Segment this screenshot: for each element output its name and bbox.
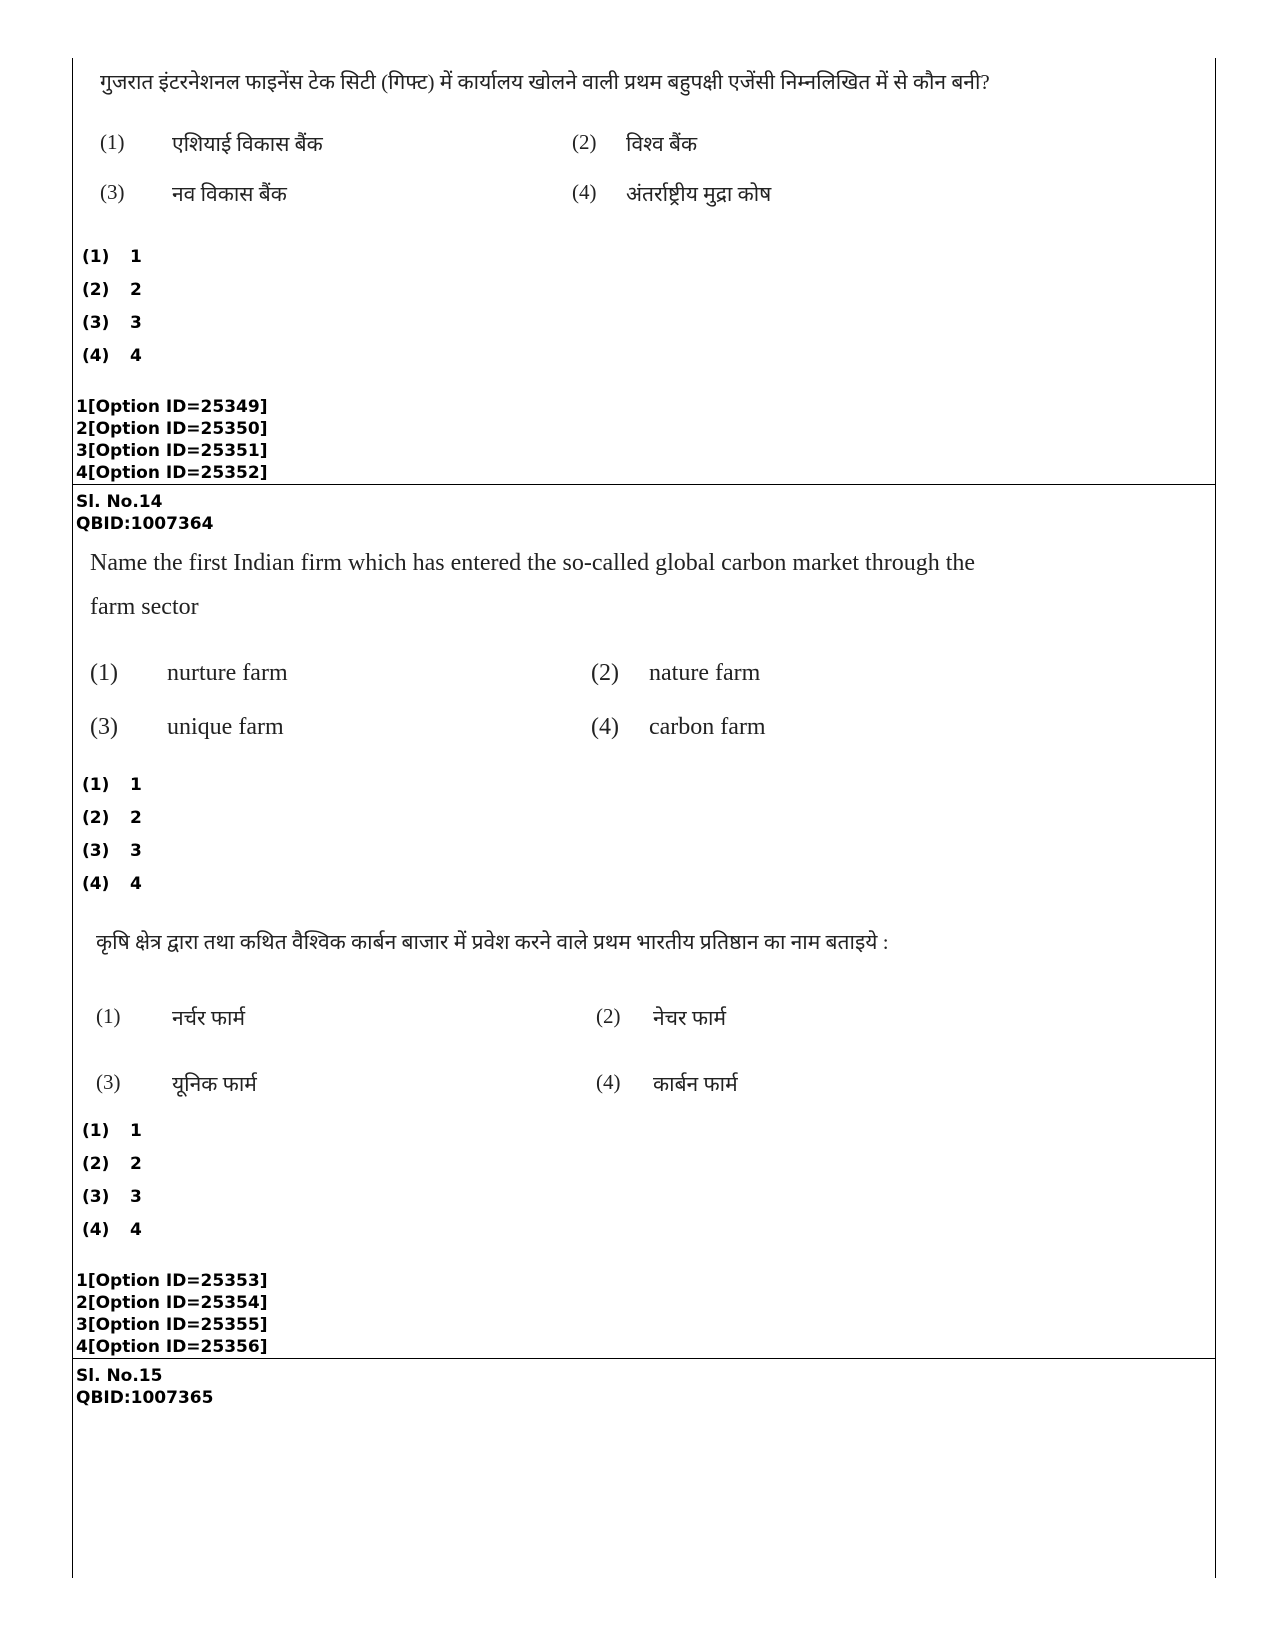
answer-number: (4) <box>82 874 110 894</box>
option-number: (4) <box>572 180 597 204</box>
serial-number: Sl. No.15 <box>76 1366 163 1386</box>
option-id: 2[Option ID=25354] <box>76 1293 268 1313</box>
answer-choice <box>82 808 142 828</box>
option-text: nurture farm <box>167 660 288 686</box>
option-number: (1) <box>96 1004 121 1028</box>
answer-choice <box>82 1121 142 1141</box>
option-text: विश्व बैंक <box>626 132 698 156</box>
option-number: (1) <box>100 130 125 154</box>
option-text: कार्बन फार्म <box>653 1072 738 1096</box>
answer-choice <box>82 1220 142 1240</box>
option-id: 4[Option ID=25352] <box>76 463 268 483</box>
option-id: 2[Option ID=25350] <box>76 419 268 439</box>
option-id-list <box>76 1270 267 1358</box>
answer-number: (2) <box>82 1154 110 1174</box>
answer-value: 4 <box>130 1220 142 1240</box>
option-id: 1[Option ID=25349] <box>76 397 268 417</box>
option-number: (1) <box>90 660 118 686</box>
answer-number: (1) <box>82 775 110 795</box>
option-text: अंतर्राष्ट्रीय मुद्रा कोष <box>626 182 772 206</box>
option-id: 1[Option ID=25353] <box>76 1271 268 1291</box>
answer-choice <box>82 874 142 894</box>
option-text: एशियाई विकास बैंक <box>172 132 323 156</box>
answer-choice <box>82 247 142 267</box>
question-14-stem-hindi: कृषि क्षेत्र द्वारा तथा कथित वैश्विक कार्बन बाजार में प्रवेश करने वाले प्रथम भारतीय प्रतिष्ठान का नाम बताइये : <box>96 930 889 954</box>
option-id: 3[Option ID=25355] <box>76 1315 268 1335</box>
option-number: (3) <box>100 180 125 204</box>
answer-number: (4) <box>82 346 110 366</box>
option-number: (2) <box>591 660 619 686</box>
option-id-list <box>76 396 267 484</box>
answer-value: 3 <box>130 313 142 333</box>
answer-number: (1) <box>82 1121 110 1141</box>
answer-number: (4) <box>82 1220 110 1240</box>
option-text: unique farm <box>167 714 284 740</box>
answer-value: 2 <box>130 1154 142 1174</box>
question-divider <box>72 484 1216 485</box>
answer-value: 1 <box>130 247 142 267</box>
option-id: 4[Option ID=25356] <box>76 1337 268 1357</box>
answer-choice <box>82 1187 142 1207</box>
answer-value: 1 <box>130 775 142 795</box>
answer-value: 1 <box>130 1121 142 1141</box>
option-number: (4) <box>596 1070 621 1094</box>
question-14-stem-english-line1: Name the first Indian firm which has entered the so-called global carbon market through the <box>90 550 976 576</box>
question-divider <box>72 1358 1216 1359</box>
answer-choice <box>82 775 142 795</box>
answer-value: 2 <box>130 280 142 300</box>
answer-value: 3 <box>130 841 142 861</box>
option-text: नव विकास बैंक <box>172 182 287 206</box>
option-text: नेचर फार्म <box>653 1006 727 1030</box>
answer-choice <box>82 841 142 861</box>
answer-number: (2) <box>82 280 110 300</box>
answer-number: (1) <box>82 247 110 267</box>
question-13-stem-hindi: गुजरात इंटरनेशनल फाइनेंस टेक सिटी (गिफ्ट) में कार्यालय खोलने वाली प्रथम बहुपक्षी एजेंसी निम्नलिखित में से कौन बनी? <box>100 70 990 94</box>
answer-choice <box>82 280 142 300</box>
page-border-left <box>72 58 73 1578</box>
option-number: (3) <box>90 714 118 740</box>
option-number: (3) <box>96 1070 121 1094</box>
answer-value: 3 <box>130 1187 142 1207</box>
option-text: नर्चर फार्म <box>172 1006 246 1030</box>
option-number: (2) <box>596 1004 621 1028</box>
question-14-stem-english-line2: farm sector <box>90 594 199 620</box>
answer-value: 4 <box>130 346 142 366</box>
option-number: (4) <box>591 714 619 740</box>
option-text: carbon farm <box>649 714 766 740</box>
answer-value: 4 <box>130 874 142 894</box>
answer-choice <box>82 1154 142 1174</box>
answer-number: (3) <box>82 841 110 861</box>
serial-number: Sl. No.14 <box>76 492 163 512</box>
answer-number: (3) <box>82 1187 110 1207</box>
option-id: 3[Option ID=25351] <box>76 441 268 461</box>
page-border-right <box>1215 58 1216 1578</box>
answer-number: (2) <box>82 808 110 828</box>
answer-choice <box>82 313 142 333</box>
option-number: (2) <box>572 130 597 154</box>
question-bank-id: QBID:1007365 <box>76 1388 214 1408</box>
question-bank-id: QBID:1007364 <box>76 514 214 534</box>
question-header <box>76 491 213 535</box>
option-text: nature farm <box>649 660 761 686</box>
option-text: यूनिक फार्म <box>172 1072 257 1096</box>
answer-choice <box>82 346 142 366</box>
answer-value: 2 <box>130 808 142 828</box>
answer-number: (3) <box>82 313 110 333</box>
question-header <box>76 1365 213 1409</box>
